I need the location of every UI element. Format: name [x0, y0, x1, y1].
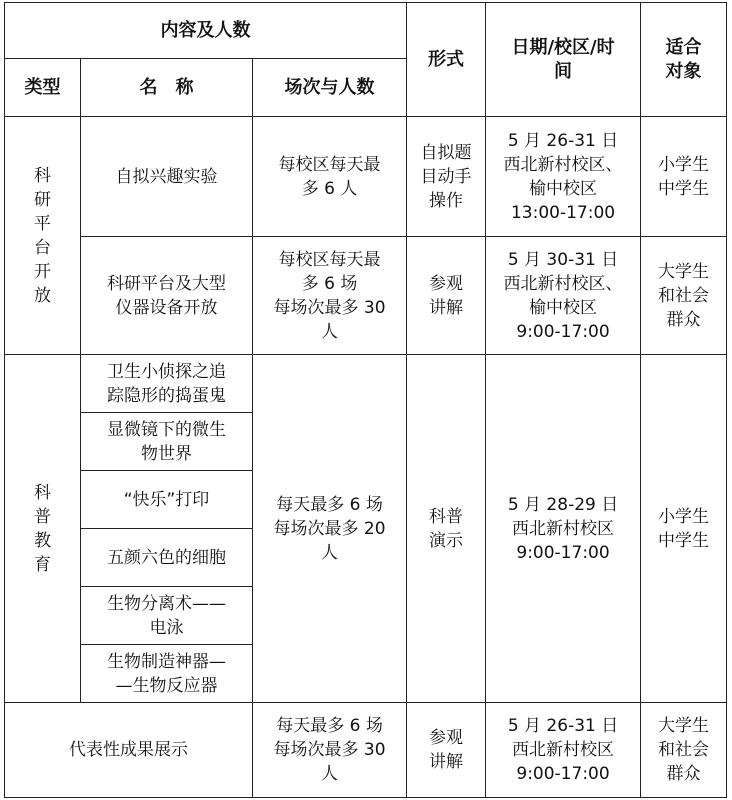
name-cell: 生物制造神器— —生物反应器 [81, 645, 253, 703]
header-name: 名 称 [81, 59, 253, 117]
audience-cell: 大学生 和社会 群众 [641, 703, 727, 798]
form-cell: 自拟题 目动手 操作 [407, 117, 486, 237]
sessions-cell: 每天最多 6 场 每场次最多 30 人 [253, 703, 407, 798]
name-cell: 卫生小侦探之追 踪隐形的捣蛋鬼 [81, 355, 253, 413]
sessions-cell: 每天最多 6 场 每场次最多 20 人 [253, 355, 407, 703]
activity-table [4, 2, 727, 798]
header-form: 形式 [407, 3, 486, 117]
name-cell: 显微镜下的微生 物世界 [81, 413, 253, 471]
date-cell: 5 月 26-31 日 西北新村校区 9:00-17:00 [486, 703, 641, 798]
name-cell: 五颜六色的细胞 [81, 529, 253, 587]
audience-cell: 小学生 中学生 [641, 355, 727, 703]
form-cell: 科普 演示 [407, 355, 486, 703]
sessions-cell: 每校区每天最 多 6 场 每场次最多 30 人 [253, 237, 407, 355]
header-type: 类型 [5, 59, 81, 117]
name-achievement-display: 代表性成果展示 [5, 703, 253, 798]
header-content-and-count: 内容及人数 [5, 3, 407, 59]
name-cell: 自拟兴趣实验 [81, 117, 253, 237]
form-cell: 参观 讲解 [407, 703, 486, 798]
date-cell: 5 月 28-29 日 西北新村校区 9:00-17:00 [486, 355, 641, 703]
name-cell: 科研平台及大型 仪器设备开放 [81, 237, 253, 355]
header-date-campus-time: 日期/校区/时 间 [486, 3, 641, 117]
type-research-platform: 科 研 平 台 开 放 [5, 117, 81, 355]
name-cell: 生物分离术—— 电泳 [81, 587, 253, 645]
type-science-education: 科 普 教 育 [5, 355, 81, 703]
audience-cell: 大学生 和社会 群众 [641, 237, 727, 355]
header-sessions: 场次与人数 [253, 59, 407, 117]
sessions-cell: 每校区每天最 多 6 人 [253, 117, 407, 237]
date-cell: 5 月 30-31 日 西北新村校区、 榆中校区 9:00-17:00 [486, 237, 641, 355]
audience-cell: 小学生 中学生 [641, 117, 727, 237]
header-audience: 适合 对象 [641, 3, 727, 117]
name-cell: “快乐”打印 [81, 471, 253, 529]
form-cell: 参观 讲解 [407, 237, 486, 355]
date-cell: 5 月 26-31 日 西北新村校区、 榆中校区 13:00-17:00 [486, 117, 641, 237]
